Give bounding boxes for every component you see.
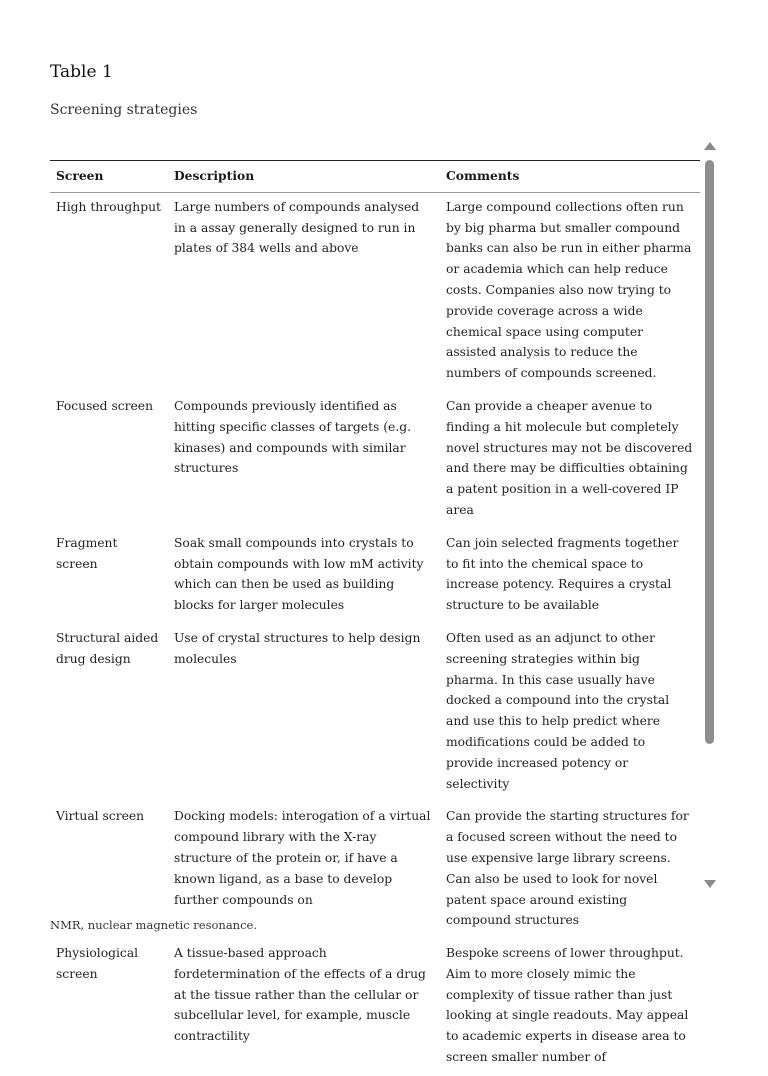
- table-title: Table 1: [50, 62, 113, 82]
- cell-comments: Often used as an adjunct to other screening strategies within big pharma. In this case usually have docked a compound into the crystal and use this to help predict where modifications could be added to provide increased potency or selectivity: [446, 630, 670, 791]
- cell-comments: Can join selected fragments together to fit into the chemical space to increase potency. Requires a crystal structure to be available: [446, 535, 679, 613]
- cell-description: Compounds previously identified as hitting specific classes of targets (e.g. kinases) and compounds with similar structures: [174, 398, 412, 476]
- cell-screen: High throughput: [56, 199, 161, 214]
- cell-comments: Bespoke screens of lower throughput. Aim to more closely mimic the complexity of tissue rather than just looking at single readouts. May appeal to academic experts in disease area to screen smaller number of: [446, 946, 689, 1065]
- cell-description: Use of crystal structures to help design molecules: [174, 630, 421, 666]
- cell-screen: Virtual screen: [56, 809, 145, 824]
- cell-description: Large numbers of compounds analysed in a assay generally designed to run in plates of 384 wells and above: [174, 199, 420, 256]
- screening-strategies-table: [50, 160, 700, 1076]
- cell-screen: Focused screen: [56, 398, 153, 413]
- table-row: [50, 192, 700, 392]
- cell-comments: Can provide a cheaper avenue to finding a hit molecule but completely novel structures may not be discovered and there may be difficulties obtaining a patent position in a well-covered IP area: [446, 398, 693, 517]
- table-footnote: NMR, nuclear magnetic resonance.: [50, 918, 257, 932]
- cell-screen: Structural aided drug design: [56, 630, 159, 666]
- table-row: [50, 939, 700, 1076]
- cell-description: Docking models: interogation of a virtual compound library with the X-ray structure of the protein or, if have a known ligand, as a base to develop further compounds on: [174, 809, 431, 907]
- column-header-description: Description: [168, 161, 440, 193]
- cell-description: A tissue-based approach fordetermination of the effects of a drug at the tissue rather than the cellular or subcellular level, for example, muscle contractility: [174, 946, 426, 1044]
- column-header-comments: Comments: [440, 161, 700, 193]
- cell-screen: Physiological screen: [56, 946, 139, 981]
- table-row: [50, 624, 700, 802]
- table-subtitle: Screening strategies: [50, 102, 198, 118]
- scrollbar-thumb[interactable]: [705, 160, 714, 744]
- scroll-up-arrow-icon[interactable]: [704, 142, 716, 150]
- vertical-scrollbar[interactable]: [703, 142, 717, 888]
- cell-screen: Fragment screen: [56, 535, 118, 571]
- scroll-down-arrow-icon[interactable]: [704, 880, 716, 888]
- table-header-row: [50, 161, 700, 193]
- cell-comments: Large compound collections often run by big pharma but smaller compound banks can also be run in either pharma or academia which can help reduce costs. Companies also now trying to provide coverage across a wide chemical space using computer assisted analysis to reduce the numbers of compounds screened.: [446, 199, 692, 381]
- cell-comments: Can provide the starting structures for a focused screen without the need to use expensive large library screens. Can also be used to look for novel patent space around existing compound structures: [446, 809, 689, 928]
- table-row: [50, 529, 700, 624]
- table-row: [50, 392, 700, 529]
- cell-description: Soak small compounds into crystals to obtain compounds with low mM activity which can then be used as building blocks for larger molecules: [174, 535, 424, 613]
- column-header-screen: Screen: [50, 161, 168, 193]
